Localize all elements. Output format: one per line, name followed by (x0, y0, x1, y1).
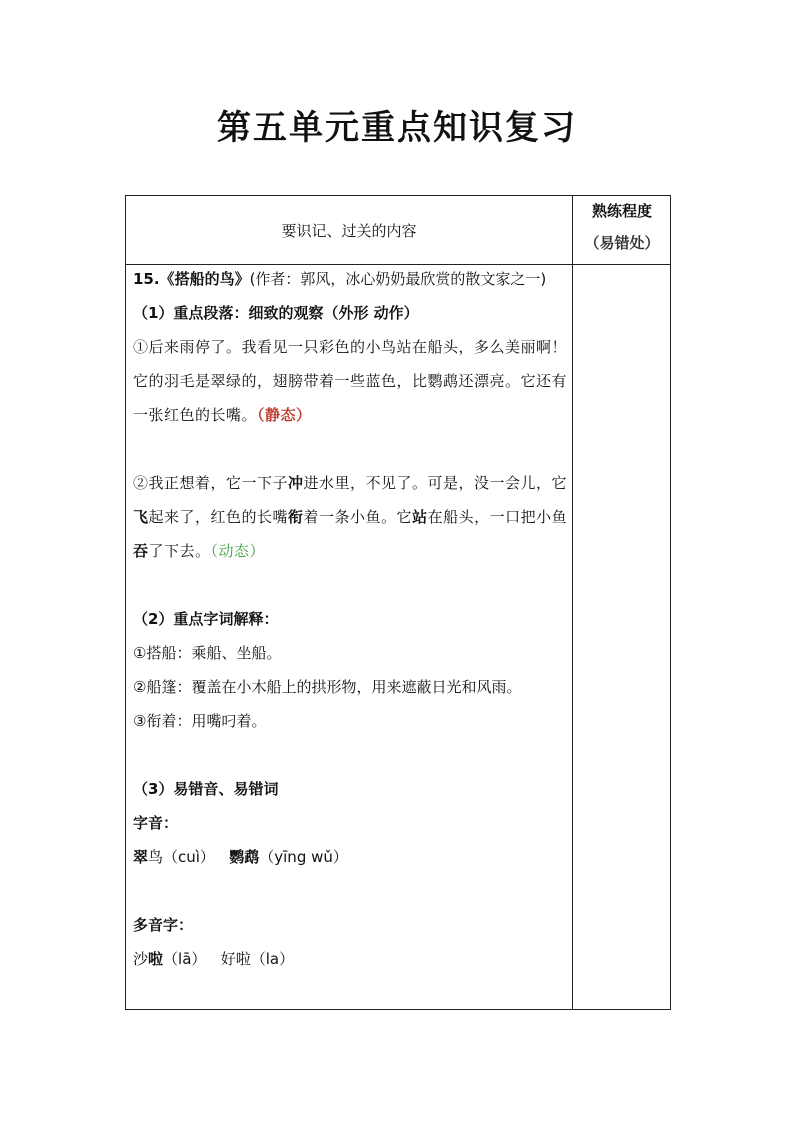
dynamic-tag: （动态） (210, 542, 266, 560)
page-title: 第五单元重点知识复习 (217, 108, 577, 148)
verb-xian: 衔 (288, 508, 304, 526)
lesson-title: 15.《搭船的鸟》 (133, 270, 250, 288)
para2-text: 着一条小鱼。它 (303, 508, 413, 526)
duo-yin-word: 沙 (133, 950, 149, 968)
definition-item: ②船篷：覆盖在小木船上的拱形物，用来遮蔽日光和风雨。 (133, 678, 522, 696)
section2-heading: （2）重点字词解释： (133, 610, 279, 628)
para2-text: ②我正想着，它一下子 (133, 474, 289, 492)
para2-text: 起来了，红色的长嘴 (148, 508, 289, 526)
verb-zhan: 站 (412, 508, 428, 526)
para2-text: 了下去。 (148, 542, 211, 560)
para2-line1 (133, 472, 567, 493)
zi-yin-label: 字音： (133, 814, 179, 832)
proficiency-column-header (573, 196, 671, 264)
para2-text: 在船头，一口把小鱼 (427, 508, 568, 526)
duo-yin-label: 多音字： (133, 916, 194, 934)
duo-yin-word: 好啦（la） (220, 950, 295, 968)
zi-yin-pinyin: （yīng wǔ） (259, 848, 348, 866)
para2-line2 (133, 506, 567, 527)
proficiency-sublabel: （易错处） (584, 234, 660, 252)
zi-yin-row (133, 846, 348, 867)
static-tag: （静态） (257, 406, 312, 424)
definition-item: ①搭船：乘船、坐船。 (133, 644, 282, 662)
header-divider (126, 264, 670, 265)
definition-item: ③衔着：用嘴叼着。 (133, 712, 267, 730)
duo-yin-char: 啦 (148, 950, 164, 968)
proficiency-label: 熟练程度 (591, 202, 652, 220)
para1-line2: 它的羽毛是翠绿的，翅膀带着一些蓝色，比鹦鹉还漂亮。它还有 (133, 372, 568, 390)
zi-yin-word: 鹦鹉 (229, 848, 260, 866)
para2-line3 (133, 540, 265, 561)
verb-tun: 吞 (133, 542, 149, 560)
zi-yin-pinyin: 鸟（cuì） (148, 848, 215, 866)
duo-yin-row (133, 948, 294, 969)
author-note: (作者：郭风，冰心奶奶最欣赏的散文家之一) (249, 270, 547, 288)
para1-line3-text: 一张红色的长嘴。 (133, 406, 258, 424)
para1-line3 (133, 404, 312, 425)
verb-chong: 冲 (288, 474, 304, 492)
review-table (125, 195, 671, 1010)
section3-heading: （3）易错音、易错词 (133, 780, 279, 798)
section1-heading: （1）重点段落：细致的观察（外形 动作） (133, 304, 419, 322)
lesson-title-row (133, 268, 546, 289)
verb-fei: 飞 (133, 508, 149, 526)
para1-line1: ①后来雨停了。我看见一只彩色的小鸟站在船头，多么美丽啊！ (133, 338, 568, 356)
content-column-header: 要识记、过关的内容 (281, 221, 417, 240)
para2-text: 进水里，不见了。可是，没一会儿，它 (303, 474, 568, 492)
column-divider (572, 196, 573, 1009)
zi-yin-word: 翠 (133, 848, 149, 866)
duo-yin-pinyin: （lā） (163, 950, 207, 968)
